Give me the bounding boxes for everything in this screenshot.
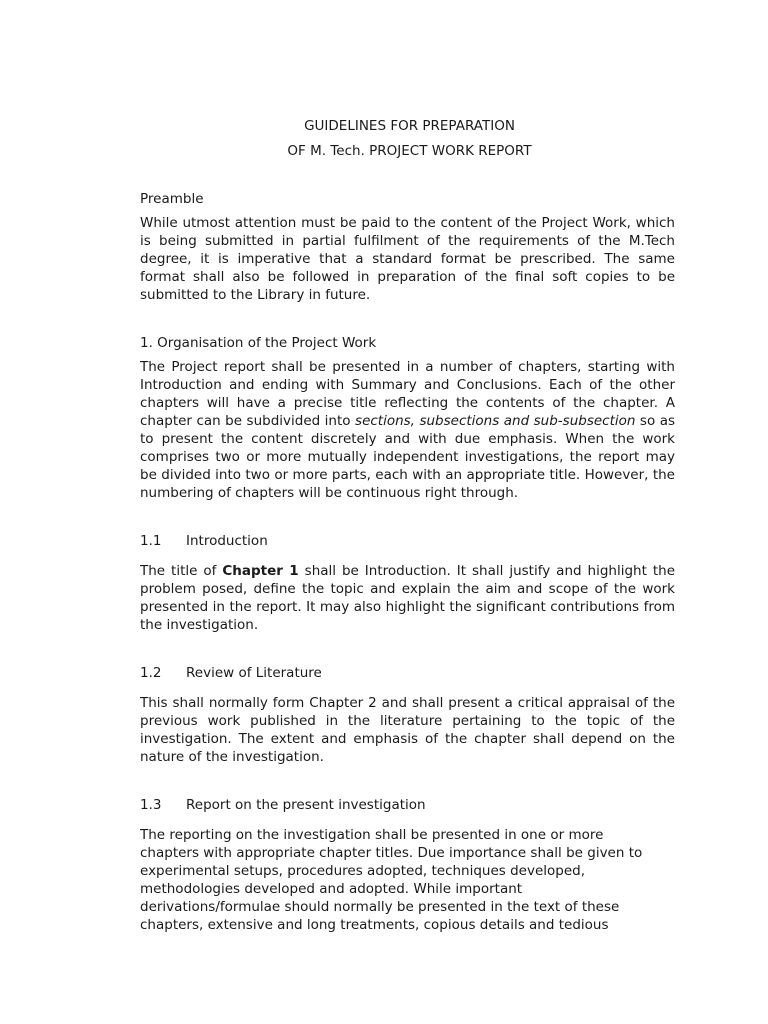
section-1-2-title: Review of Literature xyxy=(186,665,322,681)
section-1-3-line: chapters with appropriate chapter titles. Due importance shall be given to xyxy=(140,845,643,861)
document-title-line-2: OF M. Tech. PROJECT WORK REPORT xyxy=(287,143,532,159)
preamble-heading: Preamble xyxy=(140,191,204,207)
section-review-of-literature xyxy=(140,664,675,766)
section-introduction xyxy=(140,532,675,634)
section-1-body-part2: so as to present the content discretely and with due emphasis. When the work comprises two or more mutually independent investigations, the report may be divided into two or more parts, each with an appropriate title. However, the numbering of chapters will be continuous right through. xyxy=(140,413,676,501)
section-1-1-number: 1.1 xyxy=(140,533,162,549)
section-1-3-number: 1.3 xyxy=(140,797,162,813)
section-1-3-line: derivations/formulae should normally be presented in the text of these xyxy=(140,899,620,915)
preamble-body: While utmost attention must be paid to the content of the Project Work, which is being submitted in partial fulfilment of the requirements of the M.Tech degree, it is imperative that a standard format be prescribed. The same format shall also be followed in preparation of the final soft copies to be submitted to the Library in future. xyxy=(140,215,675,303)
section-1-3-heading xyxy=(140,796,675,815)
section-1-1-body-bold: Chapter 1 xyxy=(222,563,299,579)
section-1-3-title: Report on the present investigation xyxy=(186,797,426,813)
section-1-body xyxy=(140,358,675,502)
section-1-2-number: 1.2 xyxy=(140,665,162,681)
section-1-3-body xyxy=(140,826,675,934)
section-1-1-body-part2: shall be Introduction. It shall justify and highlight the problem posed, define the topic and explain the aim and scope of the work presented in the report. It may also highlight the significant contributions from the investigation. xyxy=(140,563,675,633)
section-present-investigation xyxy=(140,796,675,934)
section-1-1-body xyxy=(140,562,675,634)
document-page xyxy=(140,117,675,934)
section-1-body-italic: sections, subsections and sub-subsection xyxy=(355,413,636,429)
section-1-3-line: methodologies developed and adopted. While important xyxy=(140,881,523,897)
section-1-3-line: The reporting on the investigation shall be presented in one or more xyxy=(140,827,604,843)
section-preamble xyxy=(140,190,675,304)
section-1-body-part1: The Project report shall be presented in a number of chapters, starting with Introduction and ending with Summary and Conclusions. Each of the other chapters will have a precise title reflecting the contents of the chapter. A chapter can be subdivided into xyxy=(140,359,675,429)
section-1-2-body: This shall normally form Chapter 2 and shall present a critical appraisal of the previous work published in the literature pertaining to the topic of the investigation. The extent and emphasis of the chapter shall depend on the nature of the investigation. xyxy=(140,695,675,765)
section-organisation xyxy=(140,334,675,502)
section-1-3-line: chapters, extensive and long treatments, copious details and tedious xyxy=(140,917,609,933)
section-1-1-title: Introduction xyxy=(186,533,268,549)
section-1-1-heading xyxy=(140,532,675,551)
document-title-line-1: GUIDELINES FOR PREPARATION xyxy=(304,118,515,134)
section-1-3-line: experimental setups, procedures adopted, techniques developed, xyxy=(140,863,586,879)
section-1-heading: 1. Organisation of the Project Work xyxy=(140,335,377,351)
section-1-2-heading xyxy=(140,664,675,683)
section-1-1-body-part1: The title of xyxy=(140,563,223,579)
